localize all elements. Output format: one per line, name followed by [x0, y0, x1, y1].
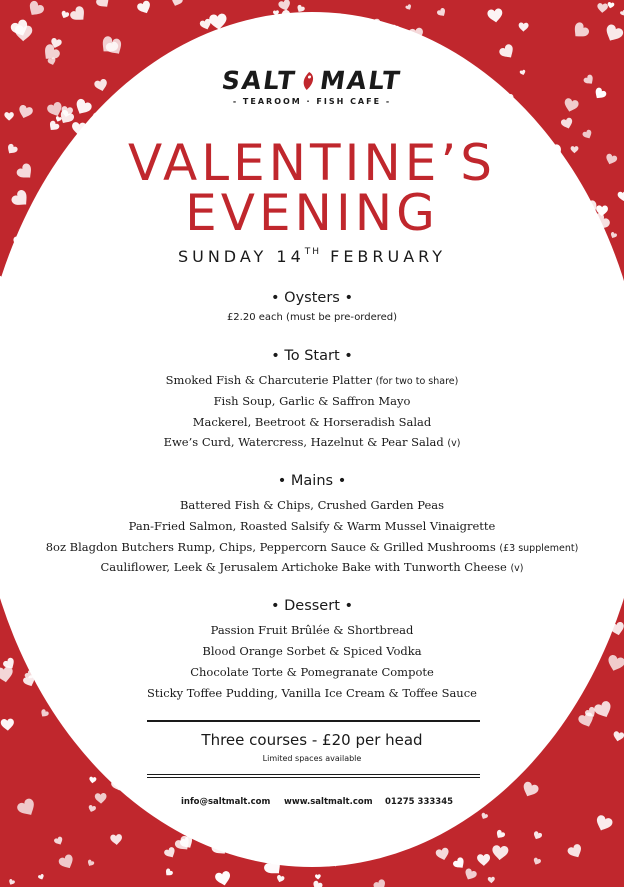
menu-item: Sticky Toffee Pudding, Vanilla Ice Cream & Toffee Sauce	[147, 686, 477, 700]
divider-top	[147, 720, 480, 722]
salt-malt-logo	[0, 66, 624, 106]
oysters-note: £2.20 each (must be pre-ordered)	[226, 312, 398, 323]
menu-item: Pan-Fried Salmon, Roasted Salsify & Warm Mussel Vinaigrette	[128, 519, 496, 533]
menu-item: 8oz Blagdon Butchers Rump, Chips, Peppercorn Sauce & Grilled Mushrooms (£3 supplement)	[45, 540, 579, 554]
menu-item: Ewe’s Curd, Watercress, Hazelnut & Pear Salad (v)	[163, 435, 461, 449]
event-date	[0, 247, 624, 266]
menu-item: Blood Orange Sorbet & Spiced Vodka	[202, 644, 422, 658]
logo-word-malt: MALT	[318, 66, 404, 95]
menu-item: Smoked Fish & Charcuterie Platter (for two to share)	[165, 373, 459, 387]
contact-website[interactable]: www.saltmalt.com	[284, 797, 373, 807]
logo-word-salt: SALT	[220, 66, 299, 95]
title-line-1: VALENTINE’S	[128, 134, 496, 192]
section-heading-mains: • Mains •	[277, 473, 347, 489]
title-line-2: EVENING	[185, 184, 439, 242]
section-heading-dessert: • Dessert •	[270, 598, 354, 614]
price-line: Three courses - £20 per head	[201, 731, 423, 749]
section-heading-oysters: • Oysters •	[271, 290, 353, 306]
date-ordinal: TH	[304, 247, 322, 257]
logo-tagline: - TEAROOM · FISH CAFE -	[232, 97, 392, 106]
divider-bottom-2	[147, 777, 480, 778]
menu-item: Battered Fish & Chips, Crushed Garden Peas	[179, 498, 445, 512]
limited-note: Limited spaces available	[262, 754, 362, 763]
fish-icon	[298, 71, 319, 91]
divider-bottom-1	[147, 774, 480, 775]
menu-item: Fish Soup, Garlic & Saffron Mayo	[213, 394, 411, 408]
menu-item: Passion Fruit Brûlée & Shortbread	[210, 623, 414, 637]
contact-phone: 01275 333345	[385, 797, 454, 807]
contact-email[interactable]: info@saltmalt.com	[181, 797, 271, 807]
menu-item: Mackerel, Beetroot & Horseradish Salad	[192, 415, 432, 429]
date-day: SUNDAY 14	[177, 247, 305, 266]
section-heading-starters: • To Start •	[271, 348, 353, 364]
menu-item: Cauliflower, Leek & Jerusalem Artichoke Bake with Tunworth Cheese (v)	[100, 560, 524, 574]
date-month: FEBRUARY	[330, 247, 447, 266]
menu-item: Chocolate Torte & Pomegranate Compote	[190, 665, 434, 679]
